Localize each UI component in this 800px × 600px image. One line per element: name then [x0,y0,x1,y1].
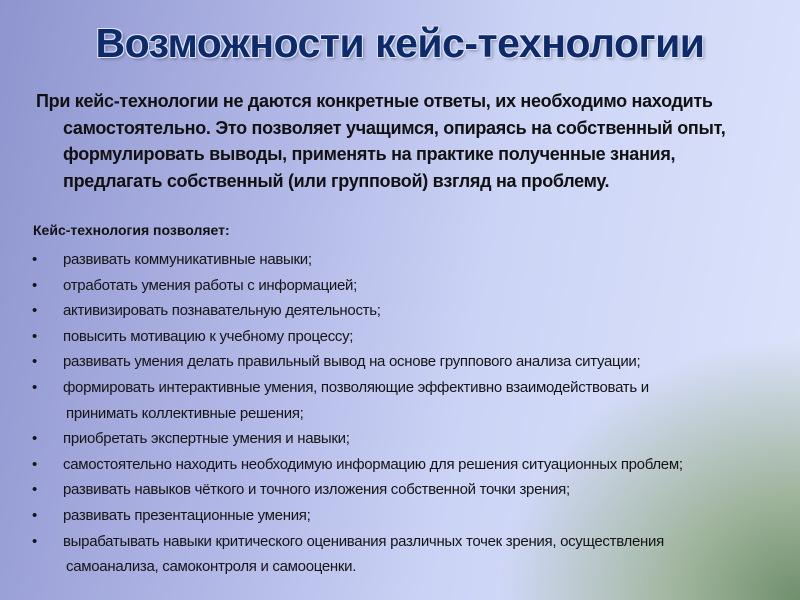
list-item [0,324,783,350]
bullet-icon: • [32,455,37,473]
list-item-text: развивать умения делать правильный вывод на основе группового анализа ситуации; [63,353,641,371]
list-item-text: развивать коммуникативные навыки; [63,251,312,268]
list-item-text: развивать презентационные умения; [63,506,311,524]
list-item [0,273,783,299]
list-item-continuation: принимать коллективные решения; [66,404,304,422]
bullet-icon: • [32,353,37,371]
list-item [0,349,783,375]
bullet-icon: • [32,276,37,294]
bullet-icon: • [32,532,37,550]
list-item-text: активизировать познавательную деятельность; [63,302,381,320]
list-heading: Кейс-технология позволяет: [33,222,230,238]
list-item-text: самостоятельно находить необходимую информацию для решения ситуационных проблем; [63,455,683,473]
list-item [0,503,783,529]
bullet-icon: • [32,302,37,320]
list-item-text: формировать интерактивные умения, позволяющие эффективно взаимодействовать и [63,378,649,396]
bullet-icon: • [32,506,37,524]
list-item-text: развивать навыков чёткого и точного изложения собственной точки зрения; [63,481,570,499]
benefits-list [0,247,790,580]
list-item [0,247,783,273]
list-item [0,529,783,580]
bullet-icon: • [32,251,37,268]
list-item-continuation: самоанализа, самоконтроля и самооценки. [66,558,357,576]
list-item [0,426,783,452]
list-item-text: повысить мотивацию к учебному процессу; [63,327,354,345]
list-item-text: вырабатывать навыки критического оценивания различных точек зрения, осуществления [63,532,664,550]
bullet-icon: • [32,327,37,345]
list-item-text: приобретать экспертные умения и навыки; [63,430,350,448]
list-item [0,298,783,324]
bullet-icon: • [32,378,37,396]
bullet-icon: • [32,430,37,448]
list-item [0,452,783,478]
bullet-icon: • [32,481,37,499]
list-item [0,375,783,426]
list-item [0,477,783,503]
intro-paragraph: При кейс-технологии не даются конкретные ответы, их необходимо находить самостоятельно. Это позволяет учащимся, опираясь на собственный опыт, формулировать выводы, применять на практике полученные знания, предлагать собственный (или групповой) взгляд на проблему. [36,91,726,191]
slide-title: Возможности кейс-технологии [95,20,705,66]
list-item-text: отработать умения работы с информацией; [63,276,357,294]
